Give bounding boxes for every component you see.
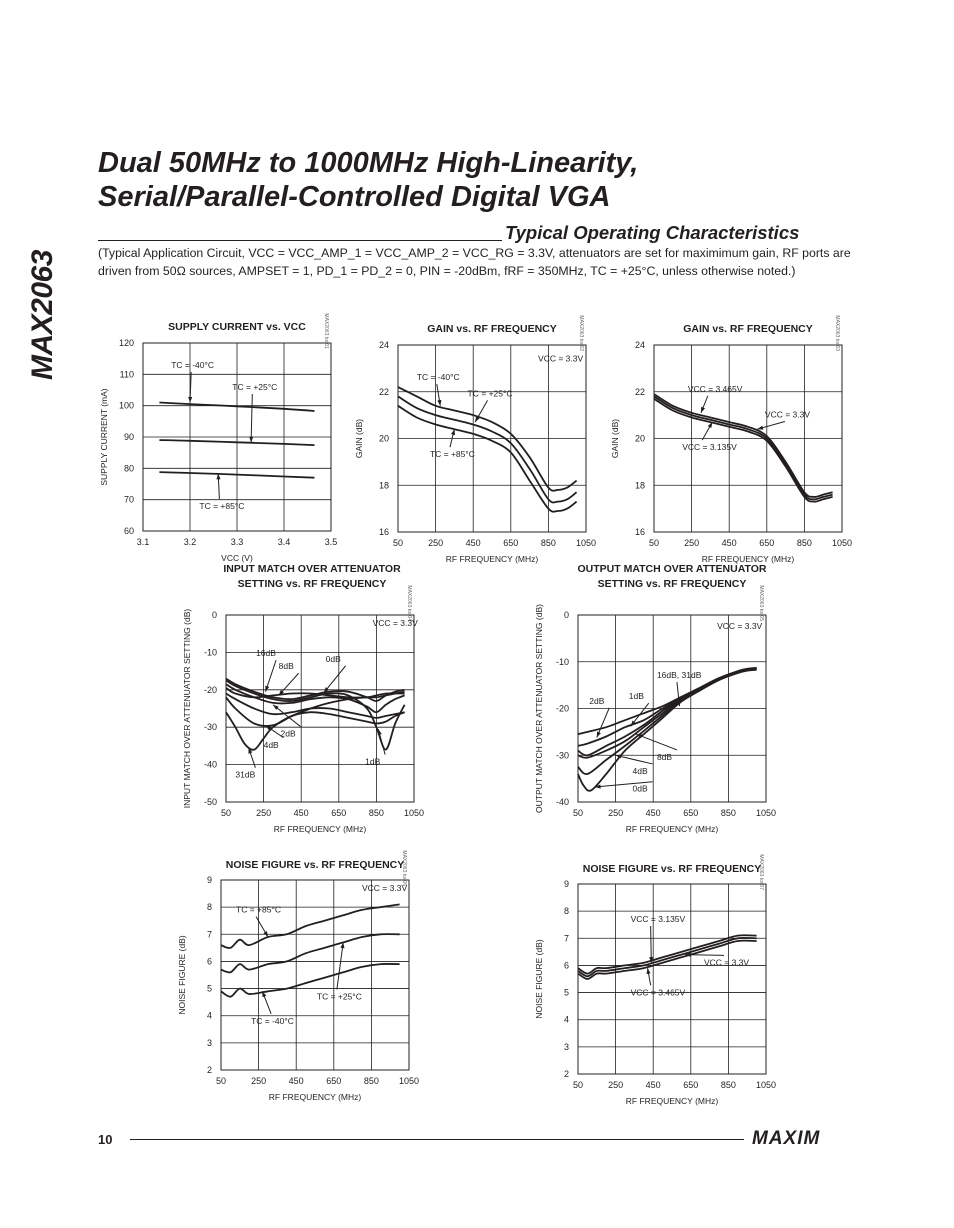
y-tick-label: 20 (378, 433, 389, 444)
x-axis-label: RF FREQUENCY (MHz) (268, 1092, 362, 1102)
annotation-arrowhead (757, 426, 763, 430)
x-tick-label: 850 (363, 1076, 379, 1086)
y-tick-label: -40 (203, 759, 217, 770)
y-tick-label: 9 (206, 875, 212, 885)
series-line (398, 396, 577, 502)
annotation-arrowhead (188, 397, 192, 403)
annotation-label: TC = +85°C (429, 449, 475, 460)
annotation-label: TC = +25°C (316, 991, 362, 1002)
annotation-label: 8dB (656, 751, 673, 762)
y-tick-label: 4 (206, 1010, 212, 1021)
y-axis-label: GAIN (dB) (354, 418, 364, 459)
chart-title: GAIN vs. RF FREQUENCY (683, 323, 813, 335)
x-tick-label: 650 (683, 1080, 699, 1090)
annotation-arrowhead (265, 686, 269, 692)
x-tick-label: 650 (759, 538, 775, 548)
series-line (398, 406, 577, 512)
x-tick-label: 50 (572, 808, 584, 818)
footer-rule (130, 1139, 744, 1140)
annotation-arrowhead (437, 400, 441, 406)
y-tick-label: 8 (563, 906, 569, 917)
x-tick-label: 450 (645, 1080, 661, 1090)
annotation-label: 8dB (278, 661, 294, 672)
chart-c5 (534, 563, 776, 834)
x-tick-label: 3.4 (277, 537, 291, 547)
x-tick-label: 50 (220, 808, 232, 818)
annotation-label: 2dB (280, 728, 296, 739)
annotation-label: TC = +25°C (467, 388, 513, 399)
part-number-sidebar: MAX2063 (26, 250, 59, 380)
x-axis-label: RF FREQUENCY (MHz) (701, 554, 795, 564)
annotation-label: VCC = 3.3V (362, 882, 408, 893)
annotation-label: 0dB (325, 653, 341, 664)
y-tick-label: 0 (211, 610, 217, 620)
annotation-label: 4dB (263, 739, 279, 750)
y-axis-label: NOISE FIGURE (dB) (534, 939, 544, 1019)
y-tick-label: 3 (206, 1037, 212, 1048)
figure-tag: MAX2063 toc04 (406, 585, 412, 621)
chart-title: INPUT MATCH OVER ATTENUATOR (223, 563, 401, 575)
chart-c6 (177, 850, 419, 1102)
chart-c2 (354, 315, 596, 564)
x-tick-label: 1050 (755, 808, 777, 818)
y-tick-label: 70 (123, 494, 134, 505)
x-tick-label: 450 (721, 538, 737, 548)
annotation-arrowhead (249, 437, 253, 443)
annotation-label: 4dB (632, 765, 648, 776)
x-tick-label: 1050 (403, 808, 425, 818)
annotation-label: TC = -40°C (416, 372, 460, 383)
annotation-label: TC = +85°C (236, 904, 282, 915)
x-tick-label: 50 (392, 538, 404, 548)
x-tick-label: 250 (256, 808, 272, 818)
annotation-label: VCC = 3.3V (703, 957, 750, 968)
x-tick-label: 50 (572, 1080, 584, 1090)
y-tick-label: 0 (563, 610, 569, 620)
chart-title: SETTING vs. RF FREQUENCY (597, 578, 747, 590)
annotation-label: 16dB (256, 648, 276, 659)
x-tick-label: 850 (368, 808, 384, 818)
y-tick-label: -50 (203, 797, 217, 807)
annotation-label: VCC = 3.465V (630, 987, 686, 998)
page-number: 10 (98, 1132, 113, 1147)
y-tick-label: 18 (378, 480, 389, 491)
x-tick-label: 450 (645, 808, 661, 818)
maxim-logo-text: MAXIM (752, 1128, 821, 1148)
annotation-label: 16dB, 31dB (656, 670, 702, 681)
x-axis-label: RF FREQUENCY (MHz) (625, 824, 719, 834)
chart-title: GAIN vs. RF FREQUENCY (427, 323, 557, 335)
y-tick-label: 5 (563, 987, 569, 998)
annotation-label: VCC = 3.3V (764, 409, 811, 420)
y-tick-label: 9 (563, 879, 569, 889)
y-tick-label: 22 (378, 386, 389, 397)
figure-tag: MAX2063 toc02 (578, 315, 584, 351)
plot-frame (578, 884, 766, 1074)
annotation-label: VCC = 3.135V (630, 914, 686, 924)
y-tick-label: 24 (634, 340, 645, 350)
annotation-arrowhead (647, 968, 651, 974)
chart-title: OUTPUT MATCH OVER ATTENUATOR (577, 563, 767, 575)
y-tick-label: 110 (119, 369, 134, 380)
x-axis-label: RF FREQUENCY (MHz) (273, 824, 367, 834)
x-tick-label: 850 (796, 538, 812, 548)
y-axis-label: GAIN (dB) (610, 418, 620, 459)
y-tick-label: 80 (123, 463, 134, 474)
annotation-label: VCC = 3.135V (682, 442, 737, 453)
chart-c1 (99, 313, 337, 563)
series-line (578, 670, 757, 791)
figure-tag: MAX2063 toc01 (323, 313, 329, 349)
x-axis-label: RF FREQUENCY (MHz) (445, 554, 539, 564)
x-tick-label: 850 (720, 1080, 736, 1090)
y-tick-label: 7 (206, 929, 212, 940)
annotation-label: TC = -40°C (251, 1015, 294, 1026)
x-tick-label: 650 (683, 808, 699, 818)
y-tick-label: 7 (563, 933, 569, 944)
y-axis-label: INPUT MATCH OVER ATTENUATOR SETTING (dB) (182, 608, 192, 809)
annotation-label: 0dB (632, 783, 648, 794)
y-tick-label: -30 (555, 750, 569, 761)
x-tick-label: 1050 (398, 1076, 420, 1086)
y-tick-label: 6 (563, 960, 569, 971)
x-tick-label: 450 (465, 538, 481, 548)
x-tick-label: 450 (293, 808, 309, 818)
y-tick-label: 3 (563, 1041, 569, 1052)
x-tick-label: 3.3 (230, 537, 244, 547)
y-tick-label: -40 (555, 797, 569, 807)
y-tick-label: -10 (203, 647, 217, 658)
annotation-label: TC = -40°C (171, 360, 215, 371)
annotation-arrow (636, 734, 677, 750)
figure-tag: MAX2063 toc03 (834, 315, 840, 351)
x-tick-label: 250 (684, 538, 700, 548)
y-tick-label: 2 (563, 1069, 569, 1079)
x-tick-label: 50 (648, 538, 660, 548)
x-tick-label: 850 (720, 808, 736, 818)
y-tick-label: 24 (378, 340, 389, 350)
y-tick-label: 18 (634, 480, 645, 491)
x-tick-label: 250 (251, 1076, 267, 1086)
x-tick-label: 3.5 (324, 537, 338, 547)
chart-title: SUPPLY CURRENT vs. VCC (168, 321, 306, 333)
chart-c7 (534, 854, 776, 1106)
annotation-label: TC = +85°C (199, 501, 245, 512)
y-tick-label: -20 (555, 703, 569, 714)
annotation-label: 31dB (235, 769, 256, 780)
x-tick-label: 50 (215, 1076, 227, 1086)
x-tick-label: 1050 (575, 538, 597, 548)
annotation-label: 1dB (365, 756, 381, 767)
x-tick-label: 650 (503, 538, 519, 548)
x-axis-label: RF FREQUENCY (MHz) (625, 1096, 719, 1106)
y-tick-label: -20 (203, 684, 217, 695)
annotation-label: VCC = 3.3V (538, 353, 584, 364)
x-tick-label: 250 (428, 538, 444, 548)
x-tick-label: 3.1 (136, 537, 150, 547)
y-tick-label: 4 (563, 1014, 569, 1025)
y-tick-label: 16 (378, 527, 389, 537)
annotation-label: 1dB (628, 691, 644, 702)
figure-tag: MAX2063 toc07 (758, 854, 764, 890)
section-title: Typical Operating Characteristics (505, 222, 800, 243)
chart-title: SETTING vs. RF FREQUENCY (237, 578, 387, 590)
annotation-arrowhead (597, 731, 601, 737)
maxim-logo (752, 1128, 856, 1148)
x-tick-label: 650 (331, 808, 347, 818)
y-tick-label: 22 (634, 386, 645, 397)
x-tick-label: 1050 (755, 1080, 777, 1090)
annotation-arrowhead (708, 422, 713, 428)
x-tick-label: 1050 (831, 538, 853, 548)
x-axis-label: VCC (V) (221, 553, 253, 563)
figure-tag: MAX2063 toc06 (401, 850, 407, 886)
y-tick-label: -30 (203, 722, 217, 733)
y-tick-label: 20 (634, 433, 645, 444)
y-axis-label: SUPPLY CURRENT (mA) (99, 388, 109, 486)
annotation-label: VCC = 3.465V (687, 383, 743, 394)
y-tick-label: 16 (634, 527, 645, 537)
test-conditions: (Typical Application Circuit, VCC = VCC_AMP_1 = VCC_AMP_2 = VCC_RG = 3.3V, attenuators are set for maximimum gain, RF ports are driven from 50Ω sources, AMPSET = 1, PD_1 = PD_2 = 0, PIN = -20dBm, fRF = 350MHz, TC = +25°C, unless otherwise noted.) (98, 246, 851, 278)
x-tick-label: 450 (288, 1076, 304, 1086)
figure-tag: MAX2063 toc05 (758, 585, 764, 621)
annotation-arrow (616, 755, 653, 764)
annotation-arrowhead (378, 729, 382, 735)
chart-c4 (182, 563, 424, 834)
page-title-line-2: Serial/Parallel-Controlled Digital VGA (98, 181, 611, 213)
annotation-arrowhead (451, 429, 455, 435)
chart-title: NOISE FIGURE vs. RF FREQUENCY (582, 863, 762, 875)
y-tick-label: 5 (206, 983, 212, 994)
annotation-label: TC = +25°C (232, 382, 278, 392)
page-title-line-1: Dual 50MHz to 1000MHz High-Linearity, (98, 147, 639, 179)
y-tick-label: 100 (118, 400, 134, 411)
y-tick-label: 2 (206, 1065, 212, 1075)
annotation-label: 2dB (589, 695, 605, 706)
y-tick-label: 90 (123, 432, 134, 442)
y-tick-label: -10 (555, 656, 569, 667)
y-axis-label: OUTPUT MATCH OVER ATTENUATOR SETTING (dB) (534, 604, 544, 813)
x-tick-label: 650 (326, 1076, 342, 1086)
x-tick-label: 250 (608, 1080, 624, 1090)
y-tick-label: 8 (206, 902, 212, 913)
y-tick-label: 60 (123, 526, 134, 536)
x-tick-label: 250 (608, 808, 624, 818)
series-line (221, 934, 400, 972)
annotation-label: VCC = 3.3V (372, 618, 418, 629)
annotation-arrowhead (701, 407, 705, 413)
annotation-arrow (337, 942, 343, 989)
x-tick-label: 850 (540, 538, 556, 548)
annotation-label: VCC = 3.3V (717, 621, 763, 632)
chart-c3 (610, 315, 852, 564)
y-axis-label: NOISE FIGURE (dB) (177, 935, 187, 1015)
y-tick-label: 6 (206, 956, 212, 967)
x-tick-label: 3.2 (183, 537, 197, 547)
annotation-arrow (251, 394, 252, 442)
y-tick-label: 120 (118, 338, 134, 348)
chart-title: NOISE FIGURE vs. RF FREQUENCY (225, 859, 405, 871)
